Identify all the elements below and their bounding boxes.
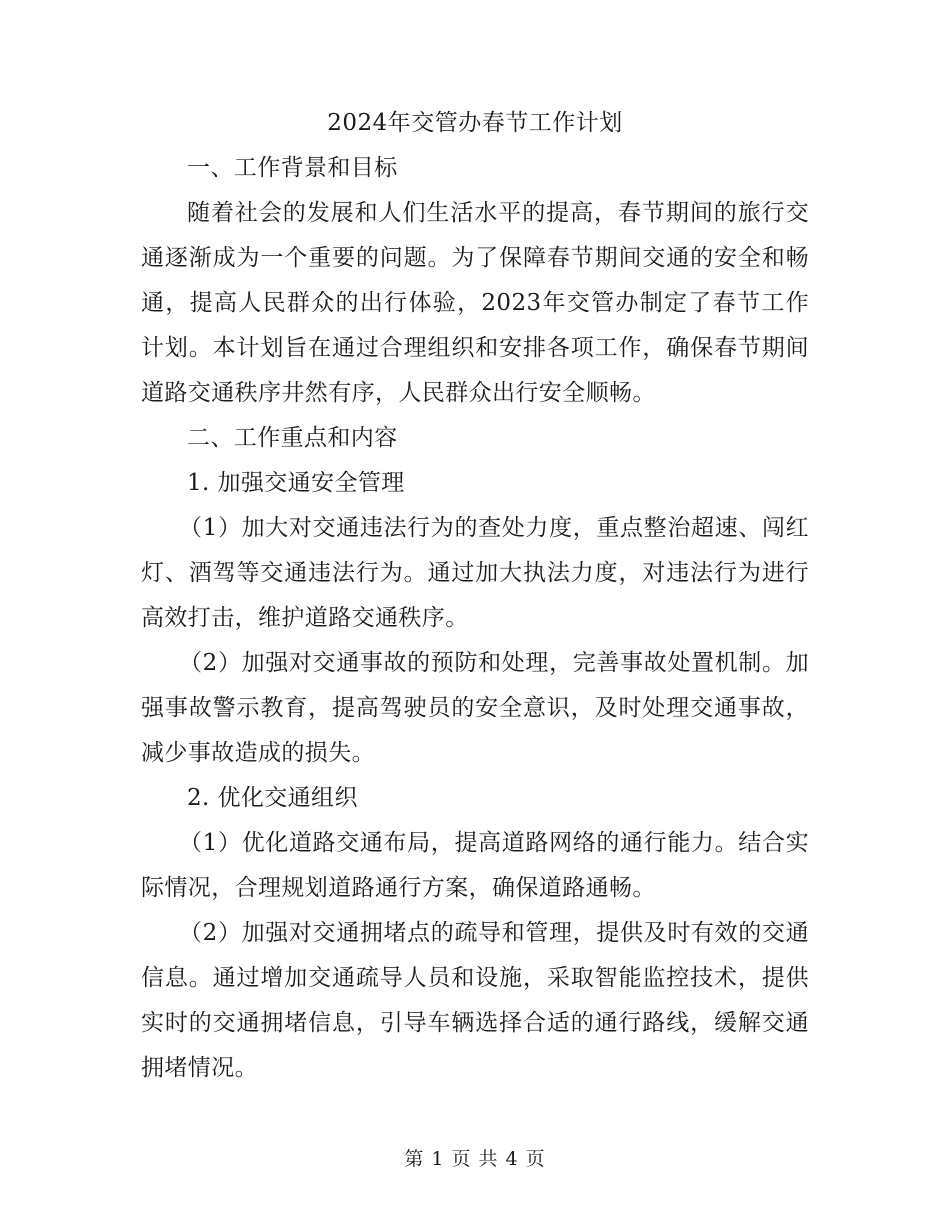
document-body bbox=[141, 100, 809, 1091]
document-title: 2024年交管办春节工作计划 bbox=[327, 110, 623, 136]
paragraph-organization-item-2: （2）加强对交通拥堵点的疏导和管理，提供及时有效的交通信息。通过增加交通疏导人员和设施，采取智能监控技术，提供实时的交通拥堵信息，引导车辆选择合适的通行路线，缓解交通拥堵情况。 bbox=[141, 920, 809, 1081]
subheading-traffic-organization: 2. 优化交通组织 bbox=[187, 785, 358, 811]
section-heading-background: 一、工作背景和目标 bbox=[187, 155, 398, 181]
paragraph-background: 随着社会的发展和人们生活水平的提高，春节期间的旅行交通逐渐成为一个重要的问题。为了保障春节期间交通的安全和畅通，提高人民群众的出行体验，2023年交管办制定了春节工作计划。本计划旨在通过合理组织和安排各项工作，确保春节期间道路交通秩序井然有序，人民群众出行安全顺畅。 bbox=[141, 200, 809, 406]
subheading-safety-management: 1. 加强交通安全管理 bbox=[187, 470, 405, 496]
paragraph-safety-item-1: （1）加大对交通违法行为的查处力度，重点整治超速、闯红灯、酒驾等交通违法行为。通过加大执法力度，对违法行为进行高效打击，维护道路交通秩序。 bbox=[141, 515, 809, 631]
paragraph-organization-item-1: （1）优化道路交通布局，提高道路网络的通行能力。结合实际情况，合理规划道路通行方案，确保道路通畅。 bbox=[141, 830, 809, 901]
page-footer: 第 1 页 共 4 页 bbox=[404, 1148, 546, 1170]
section-heading-focus: 二、工作重点和内容 bbox=[187, 425, 398, 451]
paragraph-safety-item-2: （2）加强对交通事故的预防和处理，完善事故处置机制。加强事故警示教育，提高驾驶员的安全意识，及时处理交通事故，减少事故造成的损失。 bbox=[141, 650, 809, 766]
